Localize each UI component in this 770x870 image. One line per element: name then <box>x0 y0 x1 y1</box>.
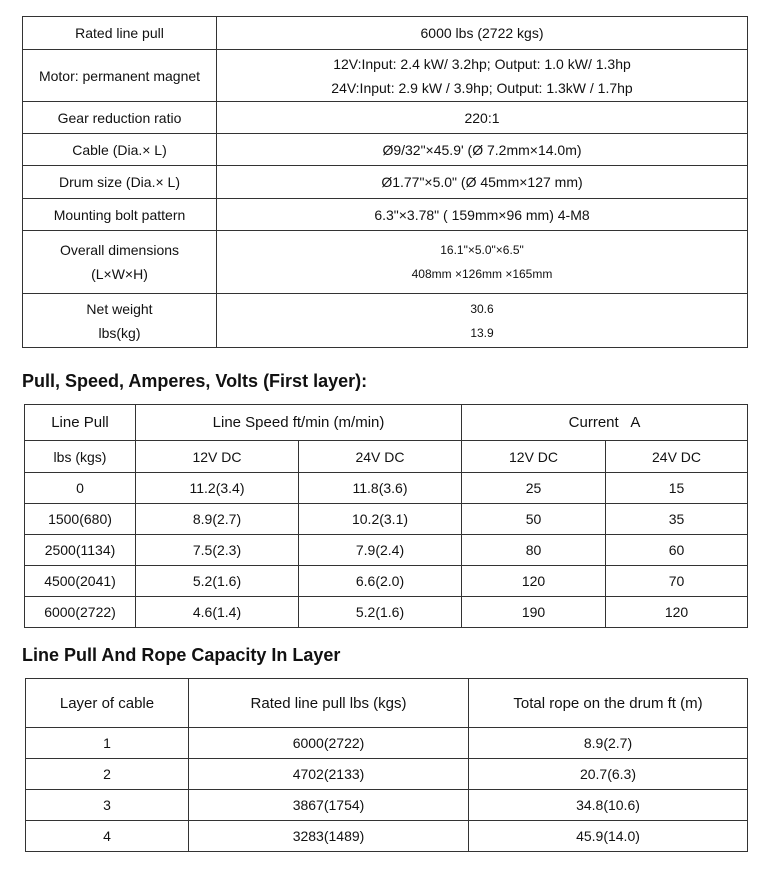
table-header-row <box>26 679 748 728</box>
cell-speed-12v: 4.6(1.4) <box>136 597 299 628</box>
header-line-speed: Line Speed ft/min (m/min) <box>136 405 462 441</box>
header-current: Current A <box>462 405 748 441</box>
subheader-24v-current: 24V DC <box>606 441 748 473</box>
table-row <box>25 535 748 566</box>
cell-line-pull: 6000(2722) <box>25 597 136 628</box>
cell-rated-pull: 3283(1489) <box>189 821 469 852</box>
cell-line-pull: 1500(680) <box>25 504 136 535</box>
subheader-12v-speed: 12V DC <box>136 441 299 473</box>
cell-current-12v: 120 <box>462 566 606 597</box>
table-row <box>23 166 748 199</box>
spec-label: Rated line pull <box>23 17 217 50</box>
cell-layer: 1 <box>26 728 189 759</box>
table-row <box>23 231 748 294</box>
subheader-unit: lbs (kgs) <box>25 441 136 473</box>
cell-current-24v: 60 <box>606 535 748 566</box>
cell-current-12v: 25 <box>462 473 606 504</box>
header-layer: Layer of cable <box>26 679 189 728</box>
spec-label: Cable (Dia.× L) <box>23 134 217 166</box>
cell-current-24v: 70 <box>606 566 748 597</box>
table-row <box>23 50 748 102</box>
spec-value: 30.6 13.9 <box>217 294 748 348</box>
spec-value: Ø1.77"×5.0" (Ø 45mm×127 mm) <box>217 166 748 199</box>
cell-current-12v: 80 <box>462 535 606 566</box>
cell-line-pull: 2500(1134) <box>25 535 136 566</box>
cell-speed-12v: 7.5(2.3) <box>136 535 299 566</box>
table-row <box>26 790 748 821</box>
cell-total-rope: 8.9(2.7) <box>469 728 748 759</box>
spec-value: 220:1 <box>217 102 748 134</box>
table-row <box>26 759 748 790</box>
cell-rated-pull: 6000(2722) <box>189 728 469 759</box>
spec-value: 6.3"×3.78" ( 159mm×96 mm) 4-M8 <box>217 199 748 231</box>
capacity-table <box>25 678 748 852</box>
cell-current-24v: 120 <box>606 597 748 628</box>
cell-total-rope: 45.9(14.0) <box>469 821 748 852</box>
cell-speed-24v: 5.2(1.6) <box>299 597 462 628</box>
header-total-rope: Total rope on the drum ft (m) <box>469 679 748 728</box>
capacity-heading: Line Pull And Rope Capacity In Layer <box>22 645 341 665</box>
table-row <box>26 728 748 759</box>
cell-layer: 4 <box>26 821 189 852</box>
spec-label: Mounting bolt pattern <box>23 199 217 231</box>
table-row <box>23 294 748 348</box>
spec-value: 16.1"×5.0"×6.5" 408mm ×126mm ×165mm <box>217 231 748 294</box>
subheader-12v-current: 12V DC <box>462 441 606 473</box>
cell-rated-pull: 4702(2133) <box>189 759 469 790</box>
cell-line-pull: 4500(2041) <box>25 566 136 597</box>
table-header-row <box>25 405 748 441</box>
table-row <box>26 821 748 852</box>
table-row <box>25 597 748 628</box>
cell-rated-pull: 3867(1754) <box>189 790 469 821</box>
table-row <box>25 473 748 504</box>
cell-current-24v: 35 <box>606 504 748 535</box>
cell-layer: 2 <box>26 759 189 790</box>
performance-heading: Pull, Speed, Amperes, Volts (First layer): <box>22 371 368 391</box>
cell-line-pull: 0 <box>25 473 136 504</box>
cell-speed-12v: 8.9(2.7) <box>136 504 299 535</box>
cell-total-rope: 34.8(10.6) <box>469 790 748 821</box>
table-row <box>23 17 748 50</box>
table-row <box>23 134 748 166</box>
table-row <box>23 102 748 134</box>
cell-speed-24v: 11.8(3.6) <box>299 473 462 504</box>
cell-layer: 3 <box>26 790 189 821</box>
header-line-pull: Line Pull <box>25 405 136 441</box>
spec-label: Gear reduction ratio <box>23 102 217 134</box>
cell-current-12v: 50 <box>462 504 606 535</box>
table-subheader-row <box>25 441 748 473</box>
specifications-table <box>22 16 748 348</box>
spec-value: 6000 lbs (2722 kgs) <box>217 17 748 50</box>
header-rated-pull: Rated line pull lbs (kgs) <box>189 679 469 728</box>
cell-speed-12v: 5.2(1.6) <box>136 566 299 597</box>
table-row <box>23 199 748 231</box>
spec-label: Drum size (Dia.× L) <box>23 166 217 199</box>
subheader-24v-speed: 24V DC <box>299 441 462 473</box>
cell-speed-24v: 10.2(3.1) <box>299 504 462 535</box>
performance-table <box>24 404 748 628</box>
cell-speed-24v: 7.9(2.4) <box>299 535 462 566</box>
cell-total-rope: 20.7(6.3) <box>469 759 748 790</box>
table-row <box>25 504 748 535</box>
spec-label: Net weight lbs(kg) <box>23 294 217 348</box>
spec-label: Overall dimensions (L×W×H) <box>23 231 217 294</box>
table-row <box>25 566 748 597</box>
spec-value: Ø9/32"×45.9' (Ø 7.2mm×14.0m) <box>217 134 748 166</box>
spec-value: 12V:Input: 2.4 kW/ 3.2hp; Output: 1.0 kW/ 1.3hp 24V:Input: 2.9 kW / 3.9hp; Output: 1.3kW / 1.7hp <box>217 50 748 102</box>
cell-current-24v: 15 <box>606 473 748 504</box>
spec-label: Motor: permanent magnet <box>23 50 217 102</box>
cell-speed-12v: 11.2(3.4) <box>136 473 299 504</box>
cell-current-12v: 190 <box>462 597 606 628</box>
cell-speed-24v: 6.6(2.0) <box>299 566 462 597</box>
